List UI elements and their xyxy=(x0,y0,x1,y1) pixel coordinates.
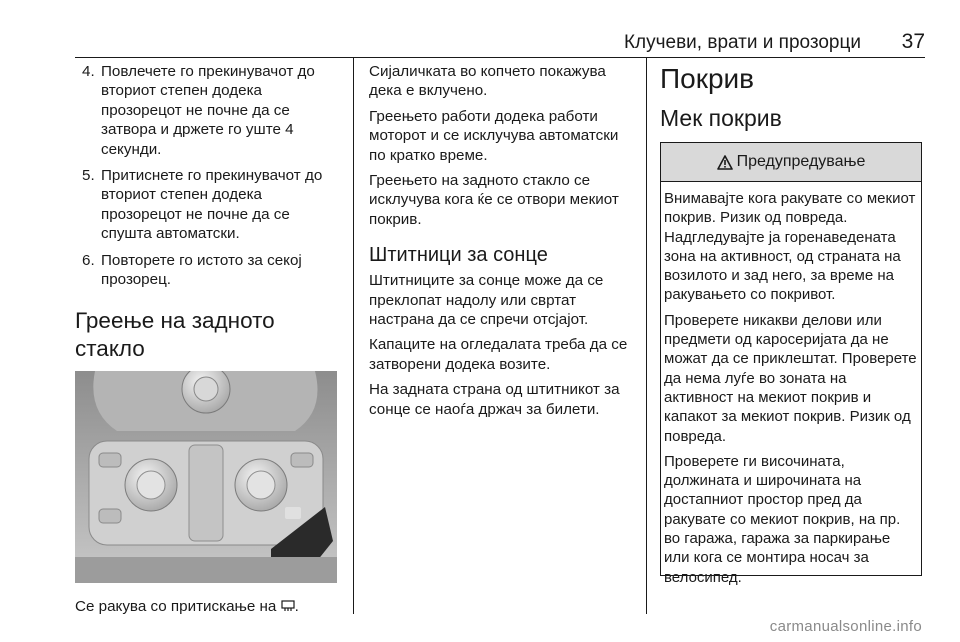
step-number: 4. xyxy=(82,63,95,80)
paragraph: Капаците на огледалата треба да се затворени додека возите. xyxy=(369,336,628,373)
column-2 xyxy=(369,62,635,425)
warning-triangle-icon xyxy=(717,155,733,170)
list-item xyxy=(75,166,341,244)
warning-header xyxy=(661,143,921,182)
header-title: Клучеви, врати и прозорци xyxy=(623,32,861,53)
subheading-soft-top: Мек покрив xyxy=(660,105,782,131)
steps-list xyxy=(75,62,341,289)
warning-paragraph: Внимавајте кога ракувате со мекиот покрив. Ризик од повреда. Надгледувајте ја горенаведената зона на активност, од страната на возилото и зад него, за време на ракувањето со покривот. xyxy=(664,190,916,304)
column-divider-2 xyxy=(646,58,647,614)
paragraph: Греењето на задното стакло се исклучува кога ќе се отвори мекиот покрив. xyxy=(369,172,619,228)
page-header xyxy=(75,28,925,58)
warning-paragraph: Проверете ги височината, должината и широчината на достапниот простор пред да ракувате со мекиот покрив, на пр. во гаража, гаража за паркирање или кога се монтира носач за велосипед. xyxy=(664,452,901,586)
paragraph: На задната страна од штитникот за сонце се наоѓа држач за билети. xyxy=(369,381,620,418)
step-number: 5. xyxy=(82,167,95,185)
step-text: Повлечете го прекинувачот до вториот степен додека прозорецот не почне да се затвора и држете го уште 4 секунди. xyxy=(101,63,315,158)
step-text: Повторете го истото за секој прозорец. xyxy=(101,251,302,289)
step-number: 6. xyxy=(82,251,95,269)
paragraph: Сијаличката во копчето покажува дека е вклучено. xyxy=(369,63,606,100)
caption xyxy=(75,597,341,616)
section-heading-sun-visors: Штитници за сонце xyxy=(369,244,548,267)
column-divider-1 xyxy=(353,58,354,614)
rear-defrost-icon xyxy=(281,600,295,612)
warning-body xyxy=(661,182,921,587)
step-text: Притиснете го прекинувачот до вториот степен додека прозорецот не почне да се спушта автоматски. xyxy=(101,167,323,243)
paragraph: Греењето работи додека работи моторот и се исклучува автоматски по кратко време. xyxy=(369,107,619,164)
page-number: 37 xyxy=(901,30,925,53)
warning-paragraph: Проверете никакви делови или предмети од каросеријата да не можат да се приклештат. Проверете да нема луѓе во зоната на активност на мекиот покрив и капакот за мекиот покрив. Ризик од повреда. xyxy=(664,311,917,445)
caption-period: . xyxy=(294,598,299,616)
header-rule xyxy=(75,57,925,58)
section-heading-roof: Покрив xyxy=(660,63,755,94)
list-item xyxy=(75,62,341,159)
watermark: carmanualsonline.info xyxy=(769,618,922,635)
warning-box xyxy=(660,142,922,586)
section-heading-rear-window-heating: Греење на задното стакло xyxy=(75,308,275,362)
list-item xyxy=(75,251,341,290)
column-1 xyxy=(75,62,341,623)
caption-text: Се ракува со притискање на xyxy=(75,598,277,616)
console-photo xyxy=(75,371,337,583)
column-3 xyxy=(660,62,926,586)
warning-title: Предупредување xyxy=(736,153,866,171)
paragraph: Штитниците за сонце може да се преклопат надолу или свртат настрана да се спречи отсјајот. xyxy=(369,272,604,329)
